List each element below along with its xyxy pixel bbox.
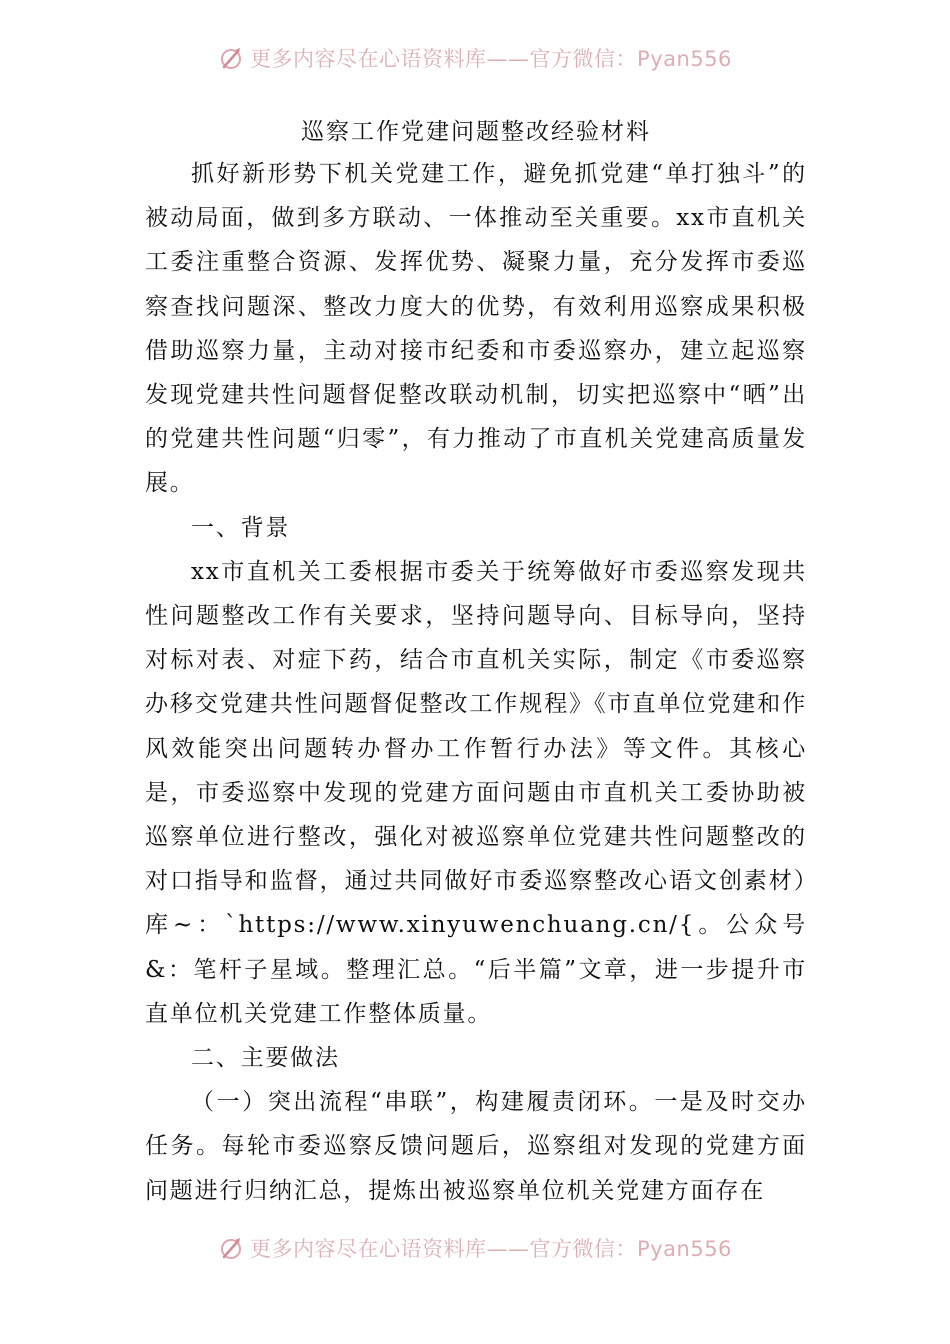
watermark-text: 更多内容尽在心语资料库——官方微信：Pyan556: [250, 1237, 732, 1261]
header-watermark: [0, 38, 950, 78]
footer-watermark: [0, 1228, 950, 1268]
section-heading-background: 一、背景: [191, 514, 291, 541]
background-paragraph: xx市直机关工委根据市委关于统筹做好市委巡察发现共性问题整改工作有关要求，坚持问题导向、目标导向，坚持对标对表、对症下药，结合市直机关实际，制定《市委巡察办移交党建共性问题督促整改工作规程》《市直单位党建和作风效能突出问题转办督办工作暂行办法》等文件。其核心是，市委巡察中发现的党建方面问题由市直机关工委协助被巡察单位进行整改，强化对被巡察单位党建共性问题整改的对口指导和监督，通过共同做好市委巡察整改心语文创素材）库~：`https://www.xinyuwenchuang.cn/{。公众号&：笔杆子星域。整理汇总。“后半篇”文章，进一步提升市直单位机关党建工作整体质量。: [145, 558, 807, 1027]
pen-logo-icon: [218, 45, 244, 71]
section-heading-main-practices: 二、主要做法: [191, 1045, 340, 1072]
intro-paragraph: 抓好新形势下机关党建工作，避免抓党建“单打独斗”的被动局面，做到多方联动、一体推动至关重要。xx市直机关工委注重整合资源、发挥优势、凝聚力量，充分发挥市委巡察查找问题深、整改力度大的优势，有效利用巡察成果积极借助巡察力量，主动对接市纪委和市委巡察办，建立起巡察发现党建共性问题督促整改联动机制，切实把巡察中“晒”出的党建共性问题“归零”，有力推动了市直机关党建高质量发展。: [145, 161, 807, 497]
watermark-text: 更多内容尽在心语资料库——官方微信：Pyan556: [250, 47, 732, 71]
document-body: [145, 112, 807, 1213]
document-title: 巡察工作党建问题整改经验材料: [301, 119, 651, 145]
pen-logo-icon: [218, 1235, 244, 1261]
main-practices-paragraph: （一）突出流程“串联”，构建履责闭环。一是及时交办任务。每轮市委巡察反馈问题后，巡察组对发现的党建方面问题进行归纳汇总，提炼出被巡察单位机关党建方面存在: [145, 1089, 807, 1204]
